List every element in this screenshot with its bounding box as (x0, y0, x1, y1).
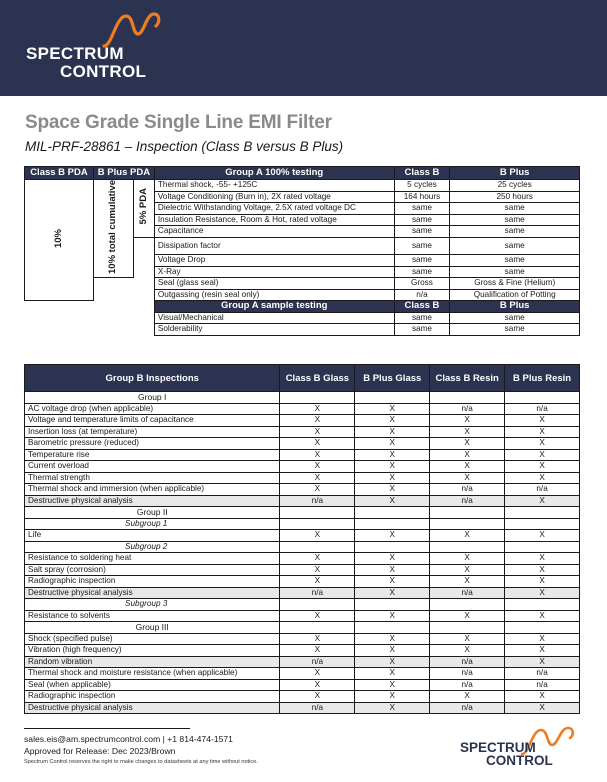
inspection-row (25, 472, 580, 484)
b-plus-glass-value: X (355, 449, 430, 461)
inspection-row (25, 564, 580, 576)
group-b-inspections-header: Group B Inspections (25, 365, 280, 392)
class-b-resin-value: X (430, 564, 505, 576)
class-b-glass-value: X (280, 564, 355, 576)
test-name: X-Ray (154, 266, 394, 278)
document-subtitle: MIL-PRF-28861 – Inspection (Class B versus B Plus) (25, 139, 344, 154)
b-plus-glass-value: X (355, 426, 430, 438)
b-plus-pda-value: 10% total cumulative (107, 180, 119, 274)
b-plus-resin-value: X (505, 438, 580, 450)
empty-cell (280, 507, 355, 519)
empty-cell (280, 541, 355, 553)
class-b-glass-value: X (280, 679, 355, 691)
b-plus-glass-value: X (355, 530, 430, 542)
class-b-glass-value: X (280, 645, 355, 657)
test-name: Seal (glass seal) (154, 278, 394, 290)
class-b-resin-header: Class B Resin (430, 365, 505, 392)
footer-approval: Approved for Release: Dec 2023/Brown (24, 746, 176, 756)
inspection-name: Shock (specified pulse) (25, 633, 280, 645)
inspection-row (25, 587, 580, 599)
b-plus-value: same (450, 312, 580, 324)
class-b-resin-value: n/a (430, 403, 505, 415)
inspection-row (25, 438, 580, 450)
subgroup-heading-row (25, 599, 580, 611)
inspection-name: Destructive physical analysis (25, 587, 280, 599)
b-plus-value: Qualification of Potting (450, 289, 580, 301)
group-heading-row (25, 622, 580, 634)
group-heading-row (25, 507, 580, 519)
class-b-value: 164 hours (394, 191, 450, 203)
empty-cell (355, 392, 430, 404)
inspection-row (25, 668, 580, 680)
test-name: Thermal shock, -55- +125C (154, 180, 394, 192)
b-plus-glass-value: X (355, 461, 430, 473)
class-b-resin-value: X (430, 530, 505, 542)
b-plus-glass-value: X (355, 415, 430, 427)
b-plus-resin-value: n/a (505, 403, 580, 415)
class-b-glass-value: X (280, 461, 355, 473)
spectrum-control-logo (26, 12, 166, 82)
b-plus-resin-value: X (505, 576, 580, 588)
empty-cell (505, 392, 580, 404)
b-plus-glass-value: X (355, 668, 430, 680)
b-plus-glass-value: X (355, 587, 430, 599)
class-b-value: same (394, 214, 450, 226)
sample-b-plus-header: B Plus (450, 301, 580, 313)
class-b-glass-value: X (280, 415, 355, 427)
empty-cell (25, 312, 155, 324)
b-plus-resin-value: X (505, 564, 580, 576)
class-b-glass-value: X (280, 438, 355, 450)
b-plus-glass-value: X (355, 702, 430, 714)
inspection-row (25, 702, 580, 714)
b-plus-glass-value: X (355, 656, 430, 668)
document-title: Space Grade Single Line EMI Filter (25, 112, 332, 133)
class-b-value: n/a (394, 289, 450, 301)
inspection-row (25, 426, 580, 438)
group-b-table (24, 364, 580, 714)
empty-cell (280, 392, 355, 404)
class-b-resin-value: X (430, 438, 505, 450)
header-banner (0, 0, 607, 96)
test-name: Solderability (154, 324, 394, 336)
class-b-value: 5 cycles (394, 180, 450, 192)
b-plus-extra-pda-value: 5% PDA (137, 188, 149, 225)
inspection-name: Resistance to soldering heat (25, 553, 280, 565)
b-plus-resin-value: X (505, 691, 580, 703)
inspection-row (25, 679, 580, 691)
class-b-value: same (394, 237, 450, 255)
subgroup-label: Subgroup 3 (25, 599, 280, 611)
b-plus-resin-value: X (505, 461, 580, 473)
inspection-name: Thermal strength (25, 472, 280, 484)
b-plus-value: Gross & Fine (Helium) (450, 278, 580, 290)
b-plus-value: same (450, 237, 580, 255)
inspection-name: Radiographic inspection (25, 691, 280, 703)
group-heading-row (25, 392, 580, 404)
b-plus-value: same (450, 203, 580, 215)
class-b-glass-value: X (280, 610, 355, 622)
inspection-name: Destructive physical analysis (25, 702, 280, 714)
empty-cell (430, 392, 505, 404)
class-b-value: same (394, 255, 450, 267)
class-b-resin-value: X (430, 633, 505, 645)
class-b-resin-value: X (430, 645, 505, 657)
footer-disclaimer: Spectrum Control reserves the right to make changes to datasheets at any time without notice. (24, 759, 258, 765)
inspection-row (25, 495, 580, 507)
inspection-name: Thermal shock and immersion (when applicable) (25, 484, 280, 496)
group-a-sample-header: Group A sample testing (154, 301, 394, 313)
inspection-row (25, 645, 580, 657)
test-name: Capacitance (154, 226, 394, 238)
b-plus-glass-value: X (355, 438, 430, 450)
class-b-resin-value: X (430, 461, 505, 473)
test-name: Visual/Mechanical (154, 312, 394, 324)
test-name: Insulation Resistance, Room & Hot, rated voltage (154, 214, 394, 226)
b-plus-resin-value: X (505, 449, 580, 461)
class-b-glass-header: Class B Glass (280, 365, 355, 392)
b-plus-resin-value: X (505, 645, 580, 657)
class-b-resin-value: n/a (430, 484, 505, 496)
group-a-row (25, 278, 580, 290)
class-b-resin-value: X (430, 426, 505, 438)
logo-line-2: CONTROL (60, 62, 147, 81)
sample-class-b-header: Class B (394, 301, 450, 313)
b-plus-resin-value: X (505, 553, 580, 565)
empty-cell (280, 599, 355, 611)
b-plus-glass-value: X (355, 553, 430, 565)
class-b-glass-value: X (280, 668, 355, 680)
empty-cell (355, 507, 430, 519)
b-plus-resin-value: X (505, 633, 580, 645)
inspection-row (25, 656, 580, 668)
test-name: Voltage Conditioning (Burn in), 2X rated voltage (154, 191, 394, 203)
class-b-glass-value: X (280, 530, 355, 542)
subgroup-heading-row (25, 541, 580, 553)
empty-cell (25, 301, 155, 313)
b-plus-resin-value: X (505, 587, 580, 599)
inspection-row (25, 415, 580, 427)
empty-cell (133, 237, 154, 278)
b-plus-glass-value: X (355, 576, 430, 588)
b-plus-resin-value: X (505, 610, 580, 622)
inspection-row (25, 553, 580, 565)
empty-cell (430, 622, 505, 634)
b-plus-glass-value: X (355, 495, 430, 507)
class-b-glass-value: X (280, 449, 355, 461)
footer-logo-line-2: CONTROL (486, 753, 553, 768)
empty-cell (280, 518, 355, 530)
logo-wave-icon (102, 12, 166, 48)
class-b-pda-header: Class B PDA (25, 167, 94, 180)
inspection-name: AC voltage drop (when applicable) (25, 403, 280, 415)
inspection-row (25, 403, 580, 415)
empty-cell (430, 541, 505, 553)
empty-cell (505, 622, 580, 634)
class-b-value: same (394, 203, 450, 215)
empty-cell (355, 518, 430, 530)
subgroup-label: Subgroup 2 (25, 541, 280, 553)
b-plus-pda-header: B Plus PDA (93, 167, 154, 180)
class-b-pda-cell (25, 180, 94, 301)
b-plus-resin-value: n/a (505, 679, 580, 691)
inspection-name: Random vibration (25, 656, 280, 668)
b-plus-resin-value: X (505, 656, 580, 668)
class-b-resin-value: X (430, 576, 505, 588)
class-b-resin-value: n/a (430, 495, 505, 507)
class-b-glass-value: n/a (280, 656, 355, 668)
b-plus-extra-pda-cell (133, 180, 154, 238)
inspection-row (25, 530, 580, 542)
b-plus-value: same (450, 324, 580, 336)
b-plus-resin-value: n/a (505, 668, 580, 680)
class-b-resin-value: X (430, 610, 505, 622)
empty-cell (505, 507, 580, 519)
empty-cell (505, 518, 580, 530)
b-plus-resin-value: X (505, 495, 580, 507)
empty-cell (355, 541, 430, 553)
class-b-resin-value: X (430, 553, 505, 565)
b-plus-resin-header: B Plus Resin (505, 365, 580, 392)
inspection-name: Vibration (high frequency) (25, 645, 280, 657)
b-plus-glass-value: X (355, 564, 430, 576)
class-b-resin-value: n/a (430, 702, 505, 714)
logo-line-1: SPECTRUM (26, 44, 124, 63)
b-plus-value: same (450, 266, 580, 278)
empty-cell (430, 599, 505, 611)
class-b-value: same (394, 266, 450, 278)
b-plus-glass-value: X (355, 633, 430, 645)
b-plus-resin-value: X (505, 702, 580, 714)
group-a-sample-row (25, 324, 580, 336)
inspection-name: Destructive physical analysis (25, 495, 280, 507)
b-plus-glass-value: X (355, 691, 430, 703)
empty-cell (280, 622, 355, 634)
inspection-name: Barometric pressure (reduced) (25, 438, 280, 450)
class-b-resin-value: n/a (430, 587, 505, 599)
empty-cell (25, 324, 155, 336)
b-plus-pda-cell (93, 180, 133, 278)
b-plus-glass-value: X (355, 645, 430, 657)
test-name: Dissipation factor (154, 237, 394, 255)
inspection-row (25, 610, 580, 622)
group-a-table (24, 166, 580, 336)
inspection-name: Resistance to solvents (25, 610, 280, 622)
subgroup-label: Subgroup 1 (25, 518, 280, 530)
b-plus-glass-value: X (355, 679, 430, 691)
group-label: Group II (25, 507, 280, 519)
group-label: Group I (25, 392, 280, 404)
class-b-resin-value: X (430, 691, 505, 703)
class-b-resin-value: X (430, 415, 505, 427)
class-b-resin-value: n/a (430, 679, 505, 691)
inspection-name: Seal (when applicable) (25, 679, 280, 691)
class-b-resin-value: n/a (430, 656, 505, 668)
class-b-pda-value: 10% (52, 228, 64, 248)
inspection-row (25, 484, 580, 496)
class-b-glass-value: X (280, 472, 355, 484)
b-plus-value: same (450, 214, 580, 226)
class-b-value: same (394, 312, 450, 324)
b-plus-resin-value: X (505, 415, 580, 427)
class-b-glass-value: n/a (280, 587, 355, 599)
b-plus-value: same (450, 255, 580, 267)
footer-logo (456, 726, 586, 776)
class-b-glass-value: n/a (280, 495, 355, 507)
group-a-header: Group A 100% testing (154, 167, 394, 180)
inspection-row (25, 691, 580, 703)
inspection-row (25, 576, 580, 588)
class-b-resin-value: n/a (430, 668, 505, 680)
b-plus-resin-value: X (505, 426, 580, 438)
inspection-name: Salt spray (corrosion) (25, 564, 280, 576)
group-a-sample-header-row (25, 301, 580, 313)
inspection-row (25, 633, 580, 645)
class-b-glass-value: X (280, 426, 355, 438)
b-plus-glass-value: X (355, 472, 430, 484)
b-plus-value: 25 cycles (450, 180, 580, 192)
class-b-header: Class B (394, 167, 450, 180)
class-b-resin-value: X (430, 472, 505, 484)
footer-contact: sales.eis@am.spectrumcontrol.com | +1 814-474-1571 (24, 734, 233, 744)
empty-cell (505, 599, 580, 611)
class-b-glass-value: X (280, 403, 355, 415)
inspection-row (25, 449, 580, 461)
b-plus-glass-value: X (355, 403, 430, 415)
empty-cell (505, 541, 580, 553)
test-name: Voltage Drop (154, 255, 394, 267)
class-b-glass-value: X (280, 633, 355, 645)
empty-cell (430, 507, 505, 519)
b-plus-value: 250 hours (450, 191, 580, 203)
inspection-name: Life (25, 530, 280, 542)
empty-cell (355, 599, 430, 611)
b-plus-glass-value: X (355, 484, 430, 496)
b-plus-glass-value: X (355, 610, 430, 622)
class-b-glass-value: X (280, 484, 355, 496)
class-b-glass-value: n/a (280, 702, 355, 714)
test-name: Outgassing (resin seal only) (154, 289, 394, 301)
class-b-glass-value: X (280, 691, 355, 703)
class-b-glass-value: X (280, 553, 355, 565)
b-plus-resin-value: X (505, 530, 580, 542)
footer-divider (24, 728, 190, 729)
inspection-name: Temperature rise (25, 449, 280, 461)
group-a-row (25, 180, 580, 192)
b-plus-resin-value: n/a (505, 484, 580, 496)
inspection-name: Current overload (25, 461, 280, 473)
test-name: Dielectric Withstanding Voltage, 2.5X rated voltage DC (154, 203, 394, 215)
empty-cell (355, 622, 430, 634)
b-plus-header: B Plus (450, 167, 580, 180)
class-b-value: Gross (394, 278, 450, 290)
class-b-value: same (394, 324, 450, 336)
inspection-name: Radiographic inspection (25, 576, 280, 588)
empty-cell (93, 278, 154, 301)
class-b-glass-value: X (280, 576, 355, 588)
b-plus-resin-value: X (505, 472, 580, 484)
footer-logo-line-1: SPECTRUM (460, 740, 536, 755)
inspection-name: Thermal shock and moisture resistance (when applicable) (25, 668, 280, 680)
class-b-resin-value: X (430, 449, 505, 461)
inspection-row (25, 461, 580, 473)
subgroup-heading-row (25, 518, 580, 530)
class-b-value: same (394, 226, 450, 238)
inspection-name: Voltage and temperature limits of capacitance (25, 415, 280, 427)
b-plus-glass-header: B Plus Glass (355, 365, 430, 392)
group-label: Group III (25, 622, 280, 634)
group-a-sample-row (25, 312, 580, 324)
b-plus-value: same (450, 226, 580, 238)
inspection-name: Insertion loss (at temperature) (25, 426, 280, 438)
empty-cell (430, 518, 505, 530)
